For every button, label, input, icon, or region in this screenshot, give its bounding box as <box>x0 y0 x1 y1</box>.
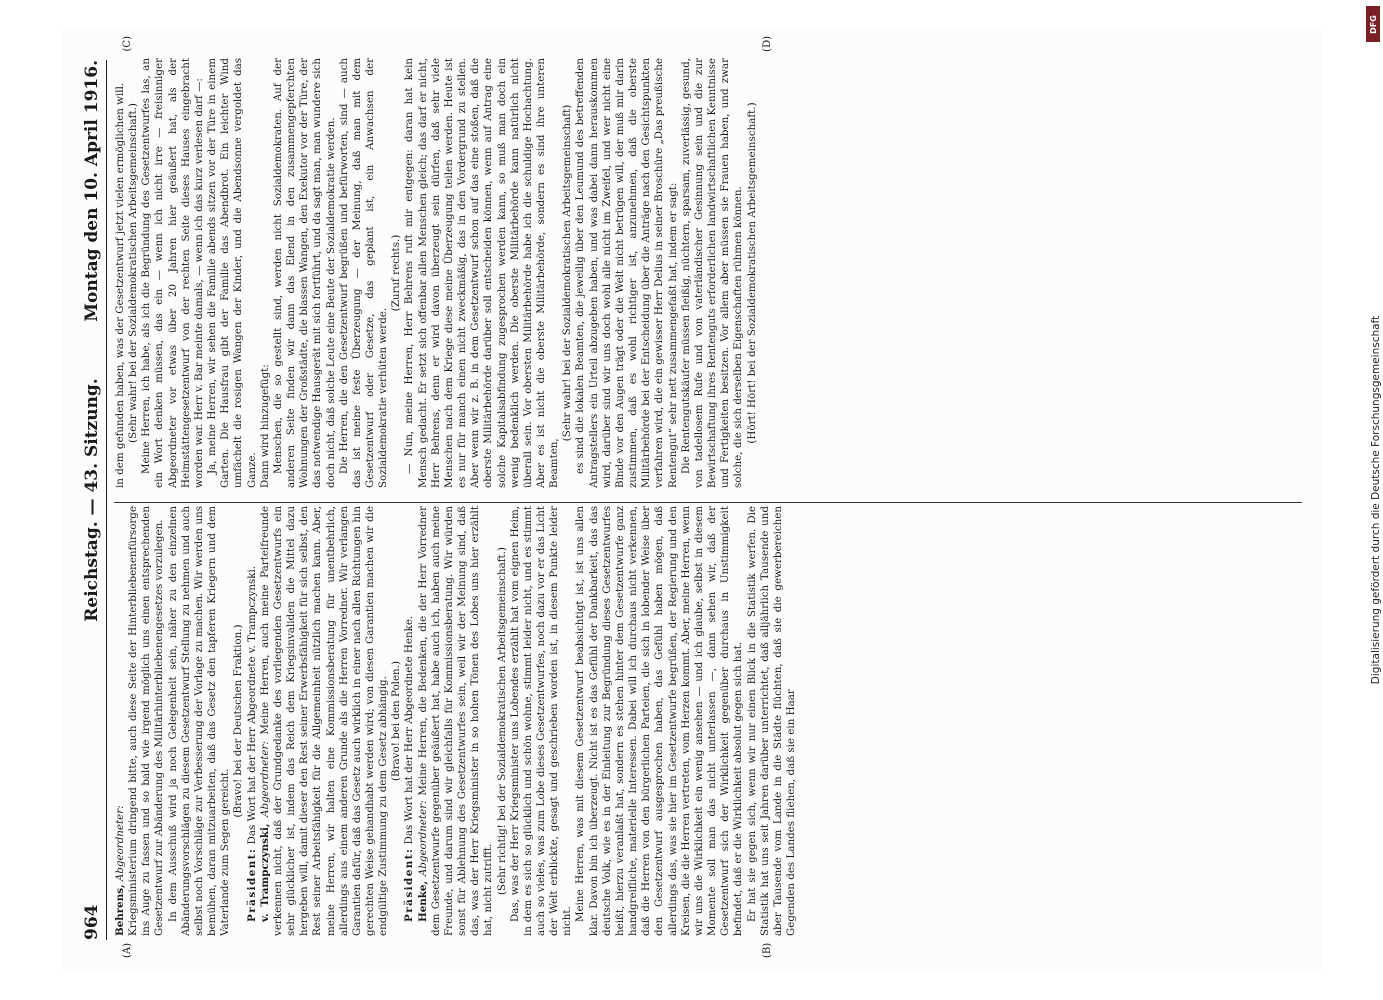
speaker-role: Abgeordneter: <box>113 805 126 882</box>
margin-marker-c: (C) <box>121 36 133 52</box>
applause-note: (Sehr wahr! bei der Sozialdemokratischen Arbeitsgemeinschaft.) <box>126 103 139 443</box>
paragraph: Er hat sie gegen sich, wenn wir nur einen Blick in die Statistik werfen. Die Statistik hat uns seit Jahren darüber unterrichtet, daß alljährlich Tausende und aber Tausende vom Lande in die Städte flüchten, daß sie die gewerbereichen Gegenden des Landes fliehen, daß sie ein Haar <box>745 506 797 936</box>
header-title: Reichstag. — 43. Sitzung. <box>81 378 102 622</box>
speaker-name: v. Trampczynski, <box>258 823 271 922</box>
paragraph: Das, was der Herr Kriegsminister uns Lobendes erzählt hat vom eignen Heim, in dem es sich so glücklich und schön wohne, stimmt leider nicht, und es stimmt auch so vieles, was zum Lobe dieses Gesetzentwurfes, noch dazu vor er das Licht der Welt erblickte, gesagt und geschrieben worden ist, in diesem Punkte leider nicht. <box>508 506 573 936</box>
applause-note: (Bravo! bei den Polen.) <box>389 661 402 781</box>
right-column <box>114 58 1312 488</box>
paragraph: — Nun, meine Herren, Herr Behrens ruft mir entgegen: daran hat kein Mensch gedacht. Er setzt sich offenbar allen Menschen gleich; das darf er nicht, Herr Behrens, denn er wird davon überzeugt sein dürfen, daß sehr viele Menschen nach dem Kriege diese meine Überzeugung teilen werden. Heute ist es nur für manch einen nicht zweckmäßig, das in den Vordergrund zu stellen. Aber wenn wir z. B. in dem Gesetzentwurf schon auf das eine stoßen, daß die oberste Militärbehörde darüber soll entscheiden können, wenn auf Antrag eine solche Kapitalsabfindung zugesprochen werden kann, so muß man doch ein wenig bedenklich werden. Die oberste Militärbehörde kann natürlich nicht überall sein. Vor obersten Militärbehörde habe ich die schuldige Hochachtung. Aber es ist nicht die oberste Militärbehörde, sondern es sind ihre unteren Beamten, <box>402 58 560 488</box>
document-page <box>62 30 1322 970</box>
margin-marker-a: (A) <box>121 942 133 958</box>
applause-note: (Hört! Hört! bei der Sozialdemokratischen Arbeitsgemeinschaft.) <box>745 102 757 444</box>
quote-paragraph: Ja, meine Herren, wir sehen die Familie abends sitzen vor der Türe in einem Garten. Die Hausfrau gibt der Familie das Abendbrot. Ein leichter Wind umfächelt die rosigen Wangen der Kinder, und die Abendsonne vergoldet das Ganze. <box>205 58 258 488</box>
paragraph: in dem gefunden haben, was der Gesetzentwurf jetzt vielen ermöglichen will. <box>113 82 126 488</box>
applause-note: (Sehr wahr! bei der Sozialdemokratischen Arbeitsgemeinschaft) <box>560 104 573 442</box>
president-remark <box>245 506 258 936</box>
interjection-note: (Zuruf rechts.) <box>389 234 402 312</box>
speech-text: Meine Herren, auch meine Parteifreunde verkennen nicht, daß der Grundgedanke des vorliegenden Gesetzentwurfs ein sehr glücklicher ist, indem das Reich dem Kriegsinvaliden die Mittel dazu hergeben will, damit dieser den Rest seiner Erwerbsfähigkeit für sich selbst, den Rest seiner Arbeitsfähigkeit für die Allgemeinheit nützlich machen kann. Aber, meine Herren, wir halten eine Kommissionsberatung für unentbehrlich, allerdings aus einem anderen Grunde als die Herren Vorredner. Wir verlangen Garantien dafür, daß das Gesetz auch wirklich in einer nach allen Richtungen hin gerechten Weise gehandhabt werden wird; von diesen Garantien machen wir die endgültige Zustimmung zu dem Gesetz abhängig. <box>258 506 389 936</box>
paragraph: es sind die lokalen Beamten, die jeweilig über den Leumund des betreffenden Antragstellers ein Urteil abzugeben haben, und was dabei dann herauskommen wird, darüber sind wir uns doch wohl alle nicht im Zweifel, und wer nicht eine Binde vor den Augen trägt oder die Welt nicht betrügen will, der muß mir darin zustimmen, daß es wohl richtiger ist, anzunehmen, daß die oberste Militärbehörde bei der Entscheidung über die Anträge nach den Gesichtspunkten verfahren wird, die ein gewisser Herr Delius in seiner Broschüre „Das preußische Rentengut“ sehr nett zusammengefaßt hat, indem er sagt: <box>573 58 679 488</box>
margin-marker-b: (B) <box>761 942 773 958</box>
applause-note: (Bravo! bei der Deutschen Fraktion.) <box>231 624 244 818</box>
president-text: Das Wort hat der Herr Abgeordnete v. Trampczynski. <box>245 565 258 845</box>
quote-paragraph: Menschen, die so gestellt sind, werden nicht Sozialdemokraten. Auf der anderen Seite finden wir dann das Elend in den zusammengepferchten Wohnungen der Großstädte, die blassen Wangen, den Exekutor vor der Türe, der das notwendige Hausgerät mit sich fortführt, und da sagt man, man wundere sich doch nicht, daß solche Leute eine Beute der Sozialdemokratie werden. <box>271 58 336 488</box>
header-date: Montag den 10. April 1916. <box>81 60 102 322</box>
paragraph: Die Herren, die den Gesetzentwurf begrüßen und befürworten, sind — auch das ist meine feste Überzeugung — der Meinung, daß man mit dem Gesetzentwurf oder Gesetze, das geplant ist, ein Anwachsen der Sozialdemokratie verhüten werde. <box>337 58 389 488</box>
president-label: Präsident: <box>402 847 415 922</box>
speaker-name: Behrens, <box>113 884 126 936</box>
speaker-role: Abgeordneter: <box>416 800 429 877</box>
speaker-heading <box>114 506 127 936</box>
column-divider <box>114 502 1302 503</box>
paragraph: Meine Herren, ich habe, als ich die Begründung des Gesetzentwurfes las, an ein Wort denken müssen, das ein — wenn ich nicht irre — freisinniger Abgeordneter vor etwas über 20 Jahren hier geäußert hat, als der Heimstättengesetzentwurf von der rechten Seite dieses Hauses eingebracht worden war. Herr v. Bar meinte damals, — wenn ich das kurz verlesen darf —: <box>139 58 205 488</box>
speaker-name: Henke, <box>416 880 429 922</box>
speech-paragraph <box>258 506 390 936</box>
applause-note: (Sehr richtig! bei der Sozialdemokratischen Arbeitsgemeinschaft.) <box>495 547 508 895</box>
quote-paragraph: Die Rentengutskäufer müssen fleißig, nüchtern, sparsam, zuverlässig, gesund, von tadellosem Rufe und von vaterländischer Gesinnung sein und die zur Bewirtschaftung ihres Rentenguts erforderlichen landwirtschaftlichen Kenntnisse und Fertigkeiten besitzen. Vor allem aber müssen sie Frauen haben, und zwar solche, die sich derselben Eigenschaften rühmen können. <box>679 58 744 488</box>
speech-paragraph <box>416 506 495 936</box>
page-header <box>80 60 107 940</box>
speech-text: Meine Herren, die Bedenken, die der Herr Vorredner dem Gesetzentwurfe gegenüber geäußert hat, habe auch ich, haben auch meine Freunde, und darum sind wir gleichfalls für Kommissionsberatung. Wir würden sonst für Ablehnung des Gesetzentwurfes sein, weil wir der Meinung sind, daß das, was der Herr Kriegsminister in so hohen Tönen des Lobes uns hier erzählt hat, nicht zutrifft. <box>416 506 494 936</box>
president-label: Präsident: <box>245 847 258 922</box>
speaker-role: Abgeordneter: <box>258 741 271 817</box>
paragraph: Dann wird hinzugefügt: <box>258 364 271 488</box>
paragraph: Kriegsministerium dringend bitte, auch diese Seite der Hinterbliebenenfürsorge ins Auge zu fassen und so bald wie irgend möglich uns einen entsprechenden Gesetzentwurf zur Abänderung des Militärhinterbliebenengesetzes vorzulegen. <box>126 506 165 936</box>
president-remark <box>403 506 416 936</box>
dfg-logo-text: DFG <box>1368 14 1378 34</box>
page-number: 964 <box>81 904 102 940</box>
digitization-credit: Digitalisierung gefördert durch die Deutsche Forschungsgemeinschaft <box>1370 315 1382 685</box>
margin-marker-d: (D) <box>761 36 773 52</box>
paragraph: In dem Ausschuß wird ja noch Gelegenheit sein, näher zu den einzelnen Abänderungsvorschlägen zu diesem Gesetzentwurf Stellung zu nehmen und auch selbst noch Vorschläge zur Verbesserung der Vorlage zu machen. Wir werden uns bemühen, daran mitzuarbeiten, daß das Gesetz den tapferen Kriegern und dem Vaterlande zum Segen gereicht. <box>166 506 231 936</box>
dfg-logo <box>1366 6 1380 42</box>
president-text: Das Wort hat der Herr Abgeordnete Henke. <box>402 615 415 845</box>
left-column <box>114 506 1312 936</box>
paragraph: Meine Herren, was mit diesem Gesetzentwurf beabsichtigt ist, ist uns allen klar. Davon bin ich überzeugt. Nicht ist es das Gefühl der Dankbarkeit, das das deutsche Volk, wie es in der Einleitung zur Begründung dieses Gesetzentwurfes heißt, hierzu veranlaßt hat, sondern es stehen hinter dem Gesetzentwurfe ganz handgreifliche, materielle Interessen. Dabei will ich durchaus nicht verkennen, daß die Herren von den bürgerlichen Parteien, die sich in lobender Weise über den Gesetzentwurf ausgesprochen haben, das Gefühl haben mögen, daß allerdings das, was sie hier im Gesetzentwurfe begrüßen, der Regierung und den Kreisen, die die Herren vertreten, vom Herzen kommt. Aber, meine Herren, wenn wir uns die Wirklichkeit ein wenig ansehen — und ich glaube, selbst in diesem Momente soll man das nicht unterlassen —, dann sehen wir, daß der Gesetzentwurf sich der Wirklichkeit gegenüber durchaus in Unstimmigkeit befindet, daß er die Wirklichkeit absolut gegen sich hat. <box>573 506 744 936</box>
